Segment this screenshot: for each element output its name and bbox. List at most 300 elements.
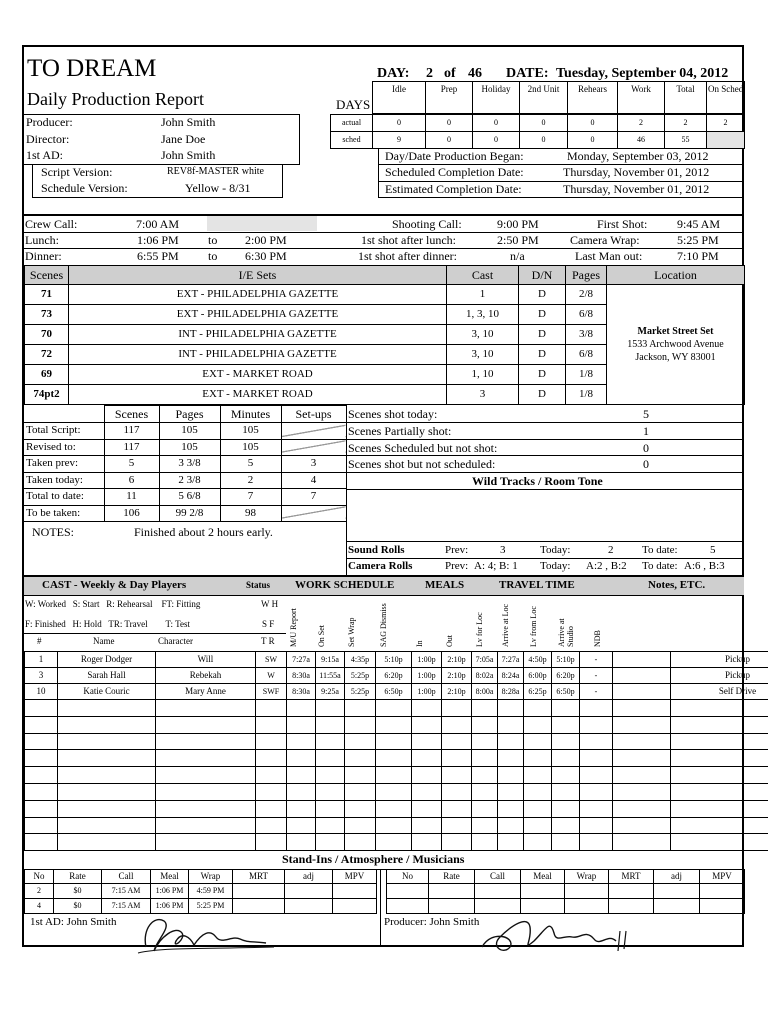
empty-table-row [25, 834, 768, 851]
est-completion-label: Estimated Completion Date: [385, 182, 522, 196]
standins-header: Wrap [565, 870, 609, 884]
totals-row-label: To be taken: [24, 505, 104, 522]
cast-time: 7:05a [472, 652, 498, 668]
cast-status: W [256, 668, 287, 684]
days-cell: 0 [473, 115, 520, 132]
cast-time: 4:35p [345, 652, 376, 668]
standin-cell [333, 899, 377, 914]
production-report [22, 45, 757, 947]
status-legend-2: F: Finished H: Hold TR: Travel T: Test [25, 619, 190, 629]
standins-header: Meal [151, 870, 189, 884]
notes-etc-label: Notes, ETC. [648, 579, 706, 591]
days-cell: 0 [520, 132, 568, 149]
scene-set: EXT - PHILADELPHIA GAZETTE [69, 285, 447, 305]
totals-table [24, 405, 347, 522]
standin-cell: $0 [54, 899, 102, 914]
totals-header: Minutes [220, 406, 281, 423]
count-label: Scenes Partially shot: [348, 424, 452, 438]
cast-time: 7:27a [498, 652, 524, 668]
cast-time: 8:28a [498, 684, 524, 700]
standin-cell: 4 [25, 899, 54, 914]
table-row [24, 505, 346, 522]
days-cell: 0 [426, 115, 473, 132]
sound-todate: 5 [710, 544, 716, 556]
totals-cell [281, 439, 346, 456]
scene-pages: 1/8 [566, 385, 607, 405]
camera-prev-label: Prev: [445, 560, 469, 572]
ad-name: John Smith [161, 148, 216, 162]
producer-signature-label: Producer: John Smith [384, 916, 480, 928]
status-label: Status [246, 580, 271, 590]
scene-pages: 2/8 [566, 285, 607, 305]
sched-completion-date: Thursday, November 01, 2012 [563, 165, 710, 179]
status-legend-1: W: Worked S: Start R: Rehearsal FT: Fitting [25, 599, 201, 609]
standins-header: No [25, 870, 54, 884]
scenes-table [24, 265, 745, 405]
totals-cell: 3 [281, 456, 346, 473]
standin-cell: 7:15 AM [102, 884, 151, 899]
lunch-label: Lunch: [25, 233, 59, 247]
totals-cell: 117 [104, 439, 159, 456]
standins-header: MPV [700, 870, 745, 884]
cast-character: Will [156, 652, 256, 668]
vert-header: Lv for Loc [475, 612, 484, 647]
totals-cell: 99 2/8 [159, 505, 220, 522]
totals-cell: 4 [281, 472, 346, 489]
ad-signature [124, 907, 284, 959]
count-label: Scenes shot today: [348, 407, 438, 421]
totals-cell: 105 [220, 439, 281, 456]
table-row [25, 884, 377, 899]
standin-cell: 1:06 PM [151, 884, 189, 899]
standin-cell [333, 884, 377, 899]
scene-pages: 1/8 [566, 365, 607, 385]
col-no: # [37, 636, 42, 646]
vert-header: On Set [317, 625, 326, 647]
totals-cell: 2 3/8 [159, 472, 220, 489]
vert-header: SAG Dismiss [379, 603, 388, 647]
cast-time: 1:00p [412, 652, 442, 668]
days-cell: 2 [618, 115, 665, 132]
days-cell [707, 132, 745, 149]
cast-time: 6:20p [552, 668, 580, 684]
table-row [24, 472, 346, 489]
standin-cell [285, 899, 333, 914]
location-name: Market Street Set [637, 325, 714, 337]
standins-header: MRT [233, 870, 285, 884]
scene-pages: 3/8 [566, 325, 607, 345]
began-label: Day/Date Production Began: [385, 149, 524, 163]
days-label: DAYS [336, 97, 371, 112]
location-city: Jackson, WY 83001 [635, 351, 716, 363]
scene-cast: 3, 10 [447, 325, 519, 345]
standin-cell [233, 884, 285, 899]
scene-cast: 3, 10 [447, 345, 519, 365]
producer-label: Producer: [26, 115, 73, 129]
dinner-to-label: to [208, 249, 218, 263]
lunch-to-label: to [208, 233, 218, 247]
scene-number: 71 [25, 285, 69, 305]
cast-time: 8:02a [472, 668, 498, 684]
standin-cell [285, 884, 333, 899]
lunch-from: 1:06 PM [137, 233, 179, 247]
cast-title: CAST - Weekly & Day Players [42, 579, 187, 591]
scenes-header: Scenes [25, 266, 69, 285]
status-codes: W H [261, 599, 279, 609]
pages-header: Pages [566, 266, 607, 285]
cast-time: 1:00p [412, 684, 442, 700]
cast-time: 6:50p [376, 684, 412, 700]
standin-cell: 1:06 PM [151, 899, 189, 914]
ad-label: 1st AD: [26, 148, 64, 162]
notes-label: NOTES: [32, 525, 74, 539]
standins-header: Wrap [189, 870, 233, 884]
cast-time: 6:25p [524, 684, 552, 700]
cast-time: 4:50p [524, 652, 552, 668]
status-codes: S F [262, 619, 275, 629]
cast-time: 8:30a [287, 684, 316, 700]
standins-header: adj [654, 870, 700, 884]
dinner-from: 6:55 PM [137, 249, 179, 263]
date-value: Tuesday, September 04, 2012 [556, 66, 729, 81]
days-header: Prep [426, 82, 473, 114]
meals-label: MEALS [425, 579, 465, 591]
camera-todate: A:6 , B:3 [684, 560, 725, 572]
empty-table-row [25, 733, 768, 750]
crew-call: 7:00 AM [136, 217, 180, 231]
cast-note: Self Drive [671, 684, 768, 700]
days-header: Total [665, 82, 707, 114]
cast-character: Mary Anne [156, 684, 256, 700]
cast-time: 2:10p [442, 668, 472, 684]
count-label: Scenes shot but not scheduled: [348, 457, 496, 471]
standin-cell: $0 [54, 884, 102, 899]
cast-time: - [580, 652, 613, 668]
totals-header: Pages [159, 406, 220, 423]
col-character: Character [158, 636, 193, 646]
cast-time: 6:50p [552, 684, 580, 700]
day-number: 2 [426, 66, 433, 81]
cast-status: SWF [256, 684, 287, 700]
standins-header: MPV [333, 870, 377, 884]
standins-header: No [387, 870, 429, 884]
sound-today-label: Today: [540, 544, 571, 556]
standins-header: Rate [429, 870, 475, 884]
scene-cast: 1 [447, 285, 519, 305]
days-cell: 9 [373, 132, 426, 149]
table-row [24, 423, 346, 440]
totals-cell: 5 [104, 456, 159, 473]
vert-header: Set Wrap [347, 617, 356, 647]
standins-header: Call [102, 870, 151, 884]
scene-cast: 1, 3, 10 [447, 305, 519, 325]
cast-time: - [580, 684, 613, 700]
days-cell: 0 [473, 132, 520, 149]
totals-cell: 6 [104, 472, 159, 489]
standin-cell: 5:25 PM [189, 899, 233, 914]
after-lunch-label: 1st shot after lunch: [361, 233, 456, 247]
scene-number: 73 [25, 305, 69, 325]
camera-wrap-label: Camera Wrap: [570, 233, 640, 247]
cast-status: SW [256, 652, 287, 668]
sound-today: 2 [608, 544, 614, 556]
days-header: Idle [373, 82, 426, 114]
totals-header: Scenes [104, 406, 159, 423]
ad-signature-label: 1st AD: John Smith [30, 916, 117, 928]
producer-name: John Smith [161, 115, 216, 129]
sound-todate-label: To date: [642, 544, 678, 556]
dinner-label: Dinner: [25, 249, 62, 263]
totals-row-label: Total to date: [24, 489, 104, 506]
scene-dn: D [519, 345, 566, 365]
totals-cell [281, 423, 346, 440]
lunch-to: 2:00 PM [245, 233, 287, 247]
days-header: 2nd Unit [520, 82, 568, 114]
after-lunch: 2:50 PM [497, 233, 539, 247]
travel-time-label: TRAVEL TIME [499, 579, 575, 591]
director-name: Jane Doe [161, 132, 206, 146]
col-name: Name [93, 636, 115, 646]
scene-set: INT - PHILADELPHIA GAZETTE [69, 345, 447, 365]
totals-cell: 117 [104, 423, 159, 440]
cast-time: 2:10p [442, 684, 472, 700]
scene-number: 72 [25, 345, 69, 365]
days-cell: 0 [568, 132, 618, 149]
script-version: REV8f-MASTER white [167, 166, 264, 177]
totals-cell: 11 [104, 489, 159, 506]
scene-set: EXT - MARKET ROAD [69, 385, 447, 405]
scene-pages: 6/8 [566, 305, 607, 325]
vert-header: Arrive at Studio [557, 618, 575, 647]
cast-no: 10 [25, 684, 58, 700]
scene-set: EXT - PHILADELPHIA GAZETTE [69, 305, 447, 325]
sound-prev: 3 [500, 544, 506, 556]
standins-header: Rate [54, 870, 102, 884]
cast-time: 5:25p [345, 668, 376, 684]
cast-time: 5:10p [552, 652, 580, 668]
days-cell: 0 [373, 115, 426, 132]
table-row [25, 285, 745, 305]
scene-cast: 3 [447, 385, 519, 405]
cast-note: Pickup [671, 668, 768, 684]
scene-dn: D [519, 285, 566, 305]
status-codes: T R [261, 636, 275, 646]
cast-vertical-headers [287, 595, 744, 651]
cast-time: 9:25a [316, 684, 345, 700]
table-row [25, 652, 768, 668]
days-cell: 0 [426, 132, 473, 149]
report-title: TO DREAM [27, 55, 157, 82]
totals-cell: 5 [220, 456, 281, 473]
days-cell: 0 [520, 115, 568, 132]
location-cell [607, 285, 745, 405]
cast-time: 8:24a [498, 668, 524, 684]
standin-cell: 2 [25, 884, 54, 899]
standin-cell: 4:59 PM [189, 884, 233, 899]
scene-pages: 6/8 [566, 345, 607, 365]
count-label: Scenes Scheduled but not shot: [348, 441, 498, 455]
notes-text: Finished about 2 hours early. [134, 525, 273, 539]
camera-wrap: 5:25 PM [677, 233, 719, 247]
totals-row-label: Revised to: [24, 439, 104, 456]
count-value: 5 [643, 407, 649, 421]
sound-prev-label: Prev: [445, 544, 469, 556]
cast-time: 6:20p [376, 668, 412, 684]
vert-header: Lv from Loc [529, 606, 538, 647]
scene-set: EXT - MARKET ROAD [69, 365, 447, 385]
cast-time: 8:00a [472, 684, 498, 700]
sound-rolls-label: Sound Rolls [348, 544, 405, 556]
camera-today: A:2 , B:2 [586, 560, 627, 572]
days-cell: 0 [568, 115, 618, 132]
est-completion-date: Thursday, November 01, 2012 [563, 182, 710, 196]
cast-name: Sarah Hall [58, 668, 156, 684]
day-total: 46 [468, 66, 482, 81]
days-header: On Sched [707, 82, 745, 114]
totals-cell: 7 [281, 489, 346, 506]
cast-character: Rebekah [156, 668, 256, 684]
totals-cell: 105 [159, 439, 220, 456]
days-row-label: actual [331, 115, 373, 132]
script-version-label: Script Version: [41, 165, 113, 179]
totals-row-label: Total Script: [24, 423, 104, 440]
vert-header: M/U Report [289, 608, 298, 647]
count-value: 1 [643, 424, 649, 438]
totals-cell: 105 [220, 423, 281, 440]
empty-table-row [25, 767, 768, 784]
count-value: 0 [643, 457, 649, 471]
days-cell: 46 [618, 132, 665, 149]
totals-cell: 98 [220, 505, 281, 522]
cast-time: - [580, 668, 613, 684]
sched-completion-label: Scheduled Completion Date: [385, 165, 524, 179]
cast-time: 7:27a [287, 652, 316, 668]
cast-no: 1 [25, 652, 58, 668]
empty-table-row [25, 700, 768, 717]
camera-today-label: Today: [540, 560, 571, 572]
camera-todate-label: To date: [642, 560, 678, 572]
scene-set: INT - PHILADELPHIA GAZETTE [69, 325, 447, 345]
camera-rolls-label: Camera Rolls [348, 560, 413, 572]
standins-header: adj [285, 870, 333, 884]
cast-time: 1:00p [412, 668, 442, 684]
days-values-table [330, 114, 745, 149]
count-value: 0 [643, 441, 649, 455]
cast-time: 5:10p [376, 652, 412, 668]
totals-row-label: Taken prev: [24, 456, 104, 473]
cast-name: Roger Dodger [58, 652, 156, 668]
totals-cell: 5 6/8 [159, 489, 220, 506]
totals-cell: 2 [220, 472, 281, 489]
totals-cell: 3 3/8 [159, 456, 220, 473]
table-row [24, 489, 346, 506]
date-label: DATE: [506, 66, 549, 81]
began-date: Monday, September 03, 2012 [567, 149, 709, 163]
empty-table-row [25, 800, 768, 817]
standin-cell: 7:15 AM [102, 899, 151, 914]
camera-prev: A: 4; B: 1 [474, 560, 518, 572]
last-man-label: Last Man out: [575, 249, 643, 263]
schedule-version: Yellow - 8/31 [185, 181, 251, 195]
scene-cast: 1, 10 [447, 365, 519, 385]
standins-header: MRT [609, 870, 654, 884]
totals-cell: 106 [104, 505, 159, 522]
scene-number: 70 [25, 325, 69, 345]
cast-time: 9:15a [316, 652, 345, 668]
location-address: 1533 Archwood Avenue [627, 338, 724, 350]
totals-header: Set-ups [281, 406, 346, 423]
table-row [24, 456, 346, 473]
cast-header: Cast [447, 266, 519, 285]
scene-dn: D [519, 365, 566, 385]
standins-title: Stand-Ins / Atmosphere / Musicians [282, 852, 465, 866]
work-schedule-label: WORK SCHEDULE [295, 579, 395, 591]
crew-call-label: Crew Call: [25, 217, 78, 231]
cast-name: Katie Couric [58, 684, 156, 700]
scene-number: 74pt2 [25, 385, 69, 405]
report-subtitle: Daily Production Report [27, 89, 204, 109]
scene-dn: D [519, 305, 566, 325]
empty-table-row [25, 783, 768, 800]
cast-no: 3 [25, 668, 58, 684]
cast-time: 6:00p [524, 668, 552, 684]
cast-time: 11:55a [316, 668, 345, 684]
cast-time: 2:10p [442, 652, 472, 668]
empty-table-row [25, 750, 768, 767]
empty-table-row [25, 817, 768, 834]
vert-header: Out [445, 635, 454, 647]
day-label: DAY: [377, 66, 410, 81]
days-cell: 55 [665, 132, 707, 149]
days-cell: 2 [707, 115, 745, 132]
cast-time: 5:25p [345, 684, 376, 700]
wild-tracks-label: Wild Tracks / Room Tone [472, 474, 603, 488]
days-row-label: sched [331, 132, 373, 149]
shooting-call: 9:00 PM [497, 217, 539, 231]
table-row [24, 439, 346, 456]
scene-dn: D [519, 325, 566, 345]
totals-row-label: Taken today: [24, 472, 104, 489]
vert-header: In [415, 640, 424, 647]
vert-header: NDB [593, 630, 602, 647]
days-header: Holiday [473, 82, 520, 114]
dn-header: D/N [519, 266, 566, 285]
first-shot-label: First Shot: [597, 217, 648, 231]
director-label: Director: [26, 132, 70, 146]
days-header: Rehears [568, 82, 618, 114]
standins-header: Meal [521, 870, 565, 884]
scene-dn: D [519, 385, 566, 405]
after-dinner: n/a [510, 249, 525, 263]
after-dinner-label: 1st shot after dinner: [358, 249, 457, 263]
totals-cell [281, 505, 346, 522]
shooting-call-label: Shooting Call: [392, 217, 462, 231]
table-row [25, 684, 768, 700]
first-shot: 9:45 AM [677, 217, 721, 231]
empty-table-row [25, 716, 768, 733]
last-man: 7:10 PM [677, 249, 719, 263]
location-header: Location [607, 266, 745, 285]
dinner-to: 6:30 PM [245, 249, 287, 263]
days-cell: 2 [665, 115, 707, 132]
totals-cell: 105 [159, 423, 220, 440]
standins-header: Call [475, 870, 521, 884]
schedule-version-label: Schedule Version: [41, 181, 128, 195]
vert-header: Arrive at Loc [501, 603, 510, 647]
totals-cell: 7 [220, 489, 281, 506]
sets-header: I/E Sets [69, 266, 447, 285]
table-row [25, 668, 768, 684]
